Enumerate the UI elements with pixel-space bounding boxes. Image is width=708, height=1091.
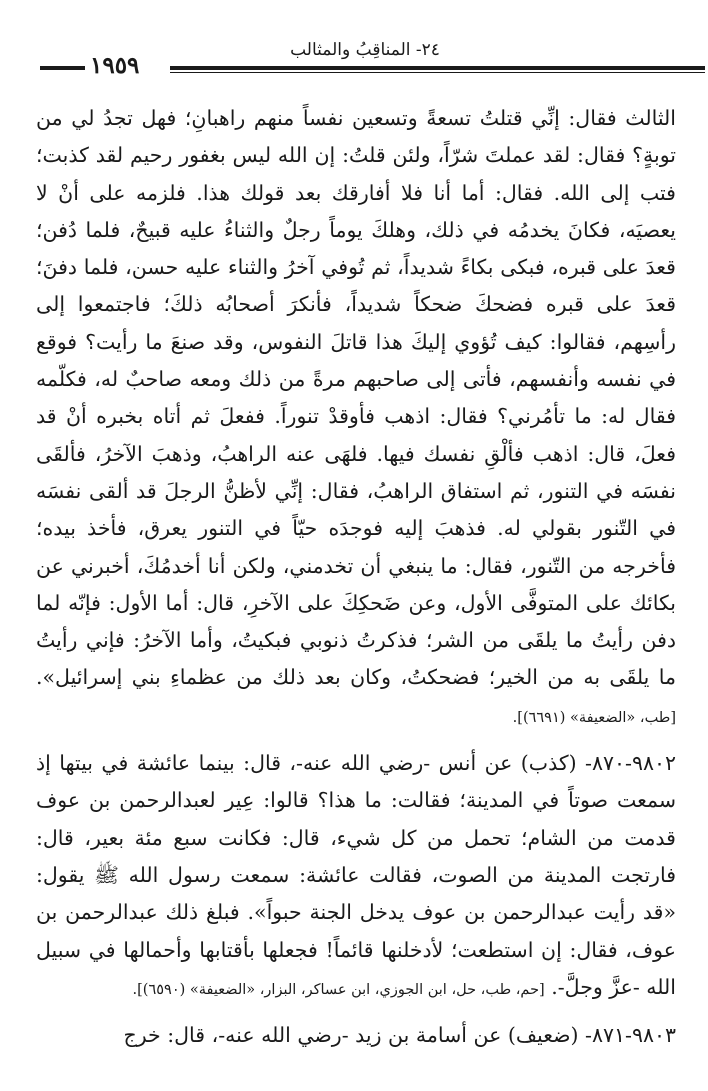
hadith-paragraph-9802 [36, 745, 676, 1009]
page-body [36, 100, 676, 1054]
spacer [36, 1009, 676, 1017]
page-number: ١٩٥٩ [90, 52, 140, 79]
page-header [30, 40, 675, 86]
paragraph-text: الثالث فقال: إنِّي قتلتُ تسعةً وتسعين نفساً منهم راهبانِ؛ فهل تجدُ لي من توبةٍ؟ فقال: لقد عملتَ شرّاً، ولئن قلتُ: إن الله ليس بغفور رحيم لقد كذبت؛ فتب إلى الله. فقال: أما أنا فلا أفارقك بعد قولك هذا. فلزمه على أنْ لا يعصيَه، فكانَ يخدمُه في ذلك، وهلكَ يوماً رجلٌ والثناءُ عليه قبيحٌ، فلما دُفن؛ قعدَ على قبره، فبكى بكاءً شديداً، ثم تُوفي آخرُ والثناء عليه حسن، فلما دفنَ؛ قعدَ على قبره فضحكَ ضحكاً شديداً، فأنكرَ أصحابُه ذلكَ؛ فاجتمعوا إلى رأسِهم، فقالوا: كيف تُؤوي إليكَ هذا قاتلَ النفوس، وقد صنعَ ما رأيت؟ فوقع في نفسه وأنفسهم، فأتى إلى صاحبهم مرةً من ذلك ومعه صاحبٌ له، فكلّمه فقال له: ما تأمُرني؟ فقال: اذهب فأوقدْ تنوراً. ففعلَ ثم أتاه بخبره أنْ قد فعلَ، قال: اذهب فألْقِ نفسك فيها. فلهَى عنه الراهبُ، وذهبَ الآخرُ، فألقَى نفسَه في التنور، ثم استفاق الراهبُ، فقال: إنِّي لأظنُّ الرجلَ قد ألقى نفسَه في التّنور بقولي له. فذهبَ إليه فوجدَه حيّاً في التنور يعرق، فأخذ بيده؛ فأخرجه من التّنور، فقال: ما ينبغي أن تخدمني، ولكن أنا أخدمُكَ، أخبرني عن بكائك على المتوفَّى الأول، وعن ضَحكِكَ على الآخرِ، قال: أما الأول: فإنّه لما دفن رأيتُ ما يلقَى من الشر؛ فذكرتُ ذنوبي فبكيتُ، وأما الآخرُ: فإني رأيتُ ما يلقَى به من الخير؛ فضحكتُ، وكان بعد ذلك من عظماءِ بني إسرائيل». [36, 106, 676, 690]
paragraph-text: ٩٨٠٣-٨٧١- (ضعيف) عن أسامة بن زيد -رضي الله عنه-، قال: خرج [123, 1023, 676, 1048]
citation: [حم، طب، حل، ابن الجوزي، ابن عساكر، البزار، «الضعيفة» (٦٥٩٠)]. [132, 981, 545, 998]
hadith-paragraph-continued [36, 100, 676, 737]
spacer [36, 737, 676, 745]
header-rule-left [40, 66, 85, 70]
hadith-paragraph-9803 [36, 1017, 676, 1054]
header-rule-right [170, 66, 705, 70]
running-head: ٢٤- المناقِبُ والمثالب [290, 40, 440, 60]
citation: [طب، «الضعيفة» (٦٦٩١)]. [512, 709, 676, 726]
paragraph-text: ٩٨٠٢-٨٧٠- (كذب) عن أنس -رضي الله عنه-، قال: بينما عائشة في بيتها إذ سمعت صوتاً في المدينة؛ فقالت: ما هذا؟ قالوا: عِير لعبدالرحمن بن عوف قدمت من الشام؛ تحمل من كل شيء، قال: فكانت سبع مئة بعير، قال: فارتجت المدينة من الصوت، فقالت عائشة: سمعت رسول الله ﷺ يقول: «قد رأيت عبدالرحمن بن عوف يدخل الجنة حبواً». فبلغ ذلك عبدالرحمن بن عوف، فقال: إن استطعت؛ لأدخلنها قائماً! فجعلها بأقتابها وأحمالها في سبيل الله -عزَّ وجلَّ-. [36, 751, 676, 999]
